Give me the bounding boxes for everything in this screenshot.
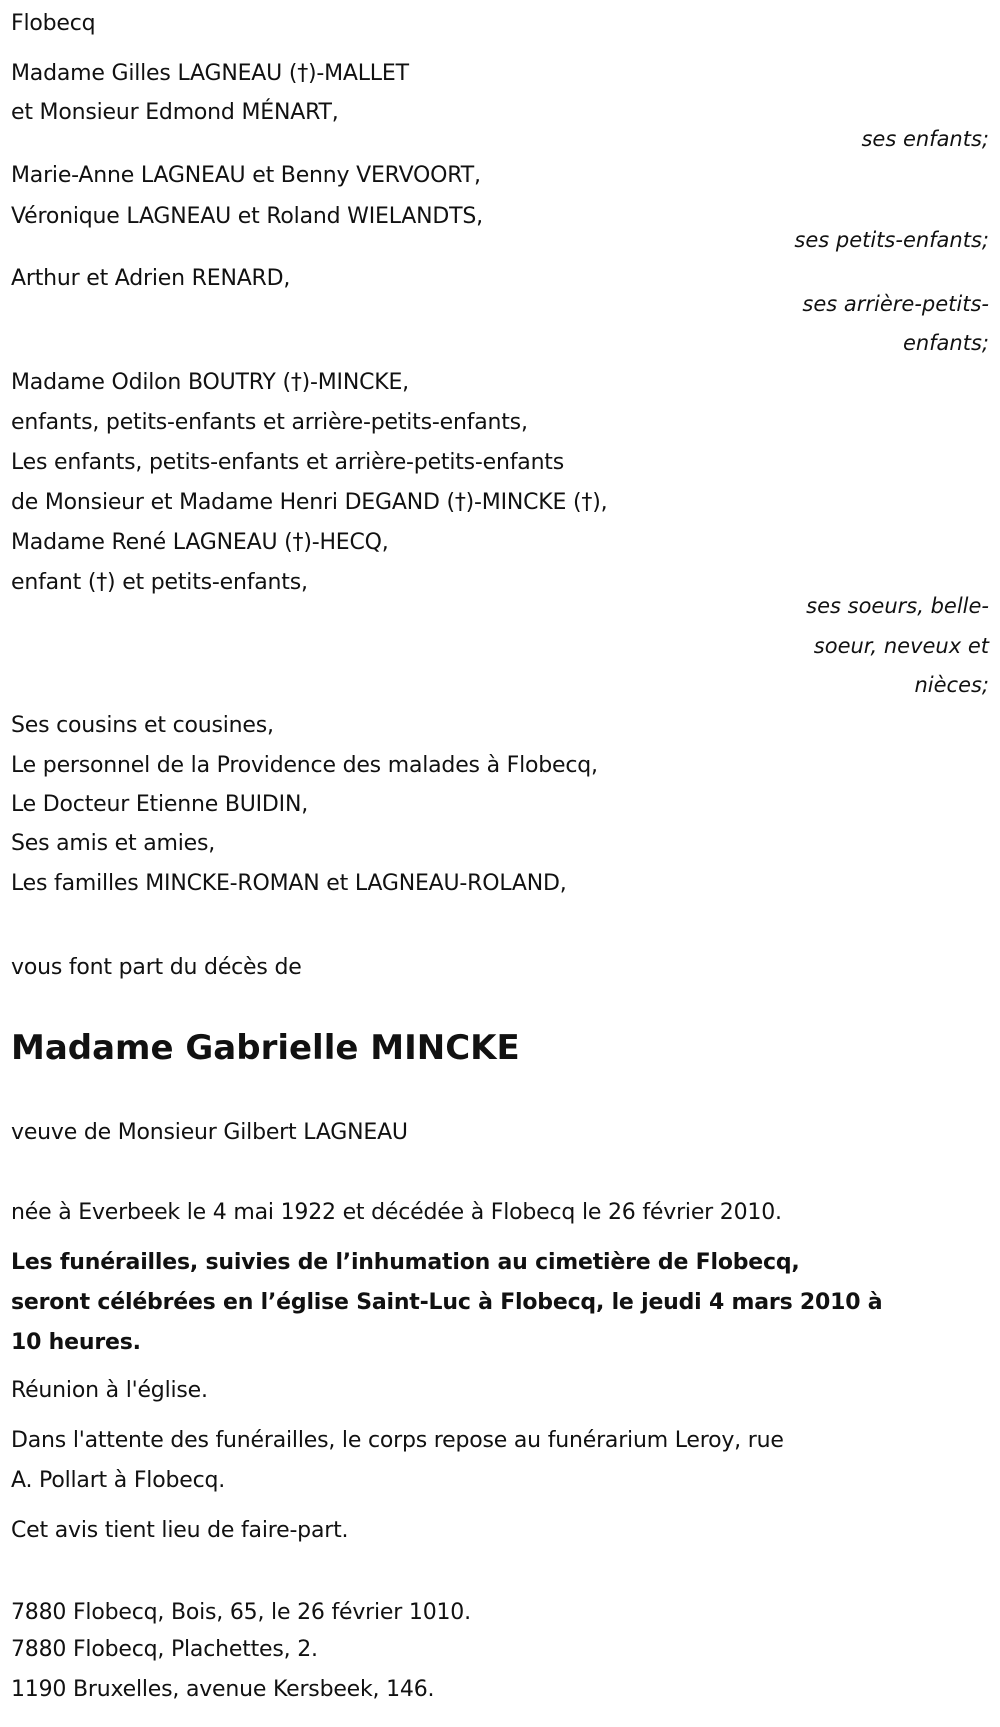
family-line: Madame René LAGNEAU (†)-HECQ, xyxy=(11,530,389,555)
family-line: Les enfants, petits-enfants et arrière-petits-enfants xyxy=(11,450,564,475)
address-line: 1190 Bruxelles, avenue Kersbeek, 146. xyxy=(11,1677,435,1702)
family-line: Véronique LAGNEAU et Roland WIELANDTS, xyxy=(11,204,483,229)
funeral-line: Les funérailles, suivies de l’inhumation au cimetière de Flobecq, xyxy=(11,1250,800,1275)
notice-text: Cet avis tient lieu de faire-part. xyxy=(11,1518,349,1543)
address-line: 7880 Flobecq, Plachettes, 2. xyxy=(11,1637,318,1662)
birth-death-text: née à Everbeek le 4 mai 1922 et décédée à Flobecq le 26 février 2010. xyxy=(11,1200,782,1225)
family-line: enfant (†) et petits-enfants, xyxy=(11,570,308,595)
other-line: Les familles MINCKE-ROMAN et LAGNEAU-ROLAND, xyxy=(11,871,567,896)
family-line: de Monsieur et Madame Henri DEGAND (†)-MINCKE (†), xyxy=(11,490,608,515)
rest-line: A. Pollart à Flobecq. xyxy=(11,1468,226,1493)
relation-label: ses enfants; xyxy=(861,127,989,151)
family-line: Arthur et Adrien RENARD, xyxy=(11,266,291,291)
place: Flobecq xyxy=(11,11,96,36)
other-line: Le Docteur Etienne BUIDIN, xyxy=(11,792,308,817)
family-line: Madame Gilles LAGNEAU (†)-MALLET xyxy=(11,61,409,86)
other-line: Le personnel de la Providence des malades à Flobecq, xyxy=(11,753,598,778)
family-line: enfants, petits-enfants et arrière-petits-enfants, xyxy=(11,410,528,435)
other-line: Ses amis et amies, xyxy=(11,831,216,856)
relation-label: ses petits-enfants; xyxy=(794,228,989,252)
meeting-text: Réunion à l'église. xyxy=(11,1378,208,1403)
relation-label: enfants; xyxy=(902,331,989,355)
relation-label: nièces; xyxy=(914,673,989,697)
funeral-line: 10 heures. xyxy=(11,1330,141,1355)
family-line: Madame Odilon BOUTRY (†)-MINCKE, xyxy=(11,370,409,395)
funeral-line: seront célébrées en l’église Saint-Luc à Flobecq, le jeudi 4 mars 2010 à xyxy=(11,1290,883,1315)
relation-label: ses arrière-petits- xyxy=(802,292,989,316)
rest-line: Dans l'attente des funérailles, le corps repose au funérarium Leroy, rue xyxy=(11,1428,784,1453)
widow-text: veuve de Monsieur Gilbert LAGNEAU xyxy=(11,1120,408,1145)
relation-label: ses soeurs, belle- xyxy=(806,594,989,618)
relation-label: soeur, neveux et xyxy=(813,634,989,658)
family-line: Marie-Anne LAGNEAU et Benny VERVOORT, xyxy=(11,163,481,188)
address-line: 7880 Flobecq, Bois, 65, le 26 février 1010. xyxy=(11,1600,471,1625)
other-line: Ses cousins et cousines, xyxy=(11,713,274,738)
deceased-name: Madame Gabrielle MINCKE xyxy=(11,1028,520,1068)
announce-text: vous font part du décès de xyxy=(11,955,302,980)
family-line: et Monsieur Edmond MÉNART, xyxy=(11,100,339,125)
